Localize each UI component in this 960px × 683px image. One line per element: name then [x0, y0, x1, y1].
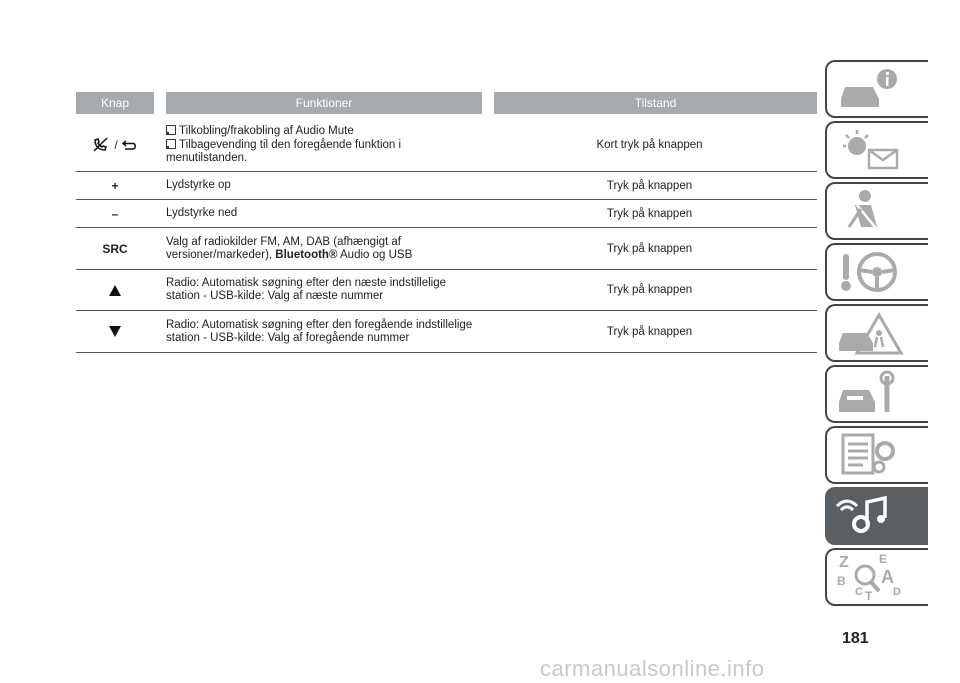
function-line	[166, 124, 482, 138]
table-row	[76, 118, 817, 172]
function-text: Tilkobling/frakobling af Audio Mute	[179, 125, 354, 137]
chapter-tabs	[825, 60, 928, 609]
bullet-icon	[166, 139, 176, 149]
emergency-icon	[835, 309, 905, 357]
technical-data-icon	[835, 431, 905, 479]
index-letter: T	[865, 589, 873, 601]
bluetooth-text: Bluetooth®	[275, 248, 338, 261]
header-tilstand: Tilstand	[494, 92, 817, 114]
button-cell	[76, 137, 154, 153]
index-letter: D	[893, 586, 901, 598]
index-letter: E	[879, 553, 888, 566]
car-info-icon	[835, 65, 905, 113]
tab-technical-data[interactable]	[825, 426, 928, 484]
index-letter: C	[855, 586, 863, 598]
warning-lights-icon	[835, 126, 905, 174]
seat-safety-icon	[835, 187, 905, 235]
maintenance-icon	[835, 370, 905, 418]
watermark: carmanualsonline.info	[540, 656, 765, 681]
page-number: 181	[842, 630, 869, 647]
functions-cell: Radio: Automatisk søgning efter den foregående indstillelige station - USB-kilde: Valg af foregående nummer	[166, 318, 473, 344]
function-text: Tilbagevending til den foregående funktion i menutilstanden.	[166, 139, 402, 164]
table-header	[76, 92, 817, 114]
plus-button-label: +	[111, 178, 119, 193]
tab-steering-key[interactable]	[825, 243, 928, 301]
state-cell: Tryk på knappen	[606, 242, 693, 255]
back-arrow-icon	[122, 139, 138, 151]
steering-key-icon	[835, 248, 905, 296]
functions-cell	[154, 236, 482, 262]
triangle-down-icon	[109, 326, 121, 337]
tab-emergency[interactable]	[825, 304, 928, 362]
header-knap: Knap	[76, 92, 154, 114]
function-line	[166, 138, 482, 165]
state-cell: Tryk på knappen	[606, 207, 693, 220]
button-cell	[76, 285, 154, 296]
tab-car-info[interactable]	[825, 60, 928, 118]
src-button-label: SRC	[102, 241, 128, 256]
state-cell: Tryk på knappen	[606, 179, 693, 192]
state-cell: Tryk på knappen	[606, 325, 693, 338]
table-row	[76, 172, 817, 200]
multimedia-icon	[835, 492, 905, 540]
functions-cell	[154, 124, 482, 165]
mute-phone-icon	[92, 137, 110, 153]
table-row	[76, 228, 817, 270]
controls-table	[76, 92, 817, 353]
tab-seat-safety[interactable]	[825, 182, 928, 240]
functions-cell: Lydstyrke op	[166, 179, 231, 191]
function-text: Audio og USB	[337, 248, 413, 261]
minus-button-label: –	[111, 206, 119, 221]
state-cell: Kort tryk på knappen	[596, 138, 703, 151]
index-icon	[835, 553, 905, 601]
index-letter: Z	[839, 554, 849, 571]
functions-cell: Radio: Automatisk søgning efter den næste indstillelige station - USB-kilde: Valg af næste nummer	[166, 277, 446, 302]
tab-maintenance[interactable]	[825, 365, 928, 423]
tab-index[interactable]	[825, 548, 928, 606]
table-row	[76, 311, 817, 353]
triangle-up-icon	[109, 285, 121, 296]
table-row	[76, 200, 817, 228]
table-row	[76, 270, 817, 311]
bullet-icon	[166, 125, 176, 135]
functions-cell: Lydstyrke ned	[166, 207, 238, 219]
index-letter: B	[837, 574, 846, 588]
icon-separator: /	[114, 137, 118, 152]
tab-warning-lights[interactable]	[825, 121, 928, 179]
button-cell	[76, 326, 154, 337]
tab-multimedia[interactable]	[825, 487, 928, 545]
state-cell: Tryk på knappen	[606, 284, 693, 296]
index-letter: A	[881, 567, 894, 587]
function-text: Valg af radiokilder FM, AM, DAB (afhængigt af versioner/markeder),	[166, 235, 401, 261]
header-funktioner: Funktioner	[166, 92, 482, 114]
